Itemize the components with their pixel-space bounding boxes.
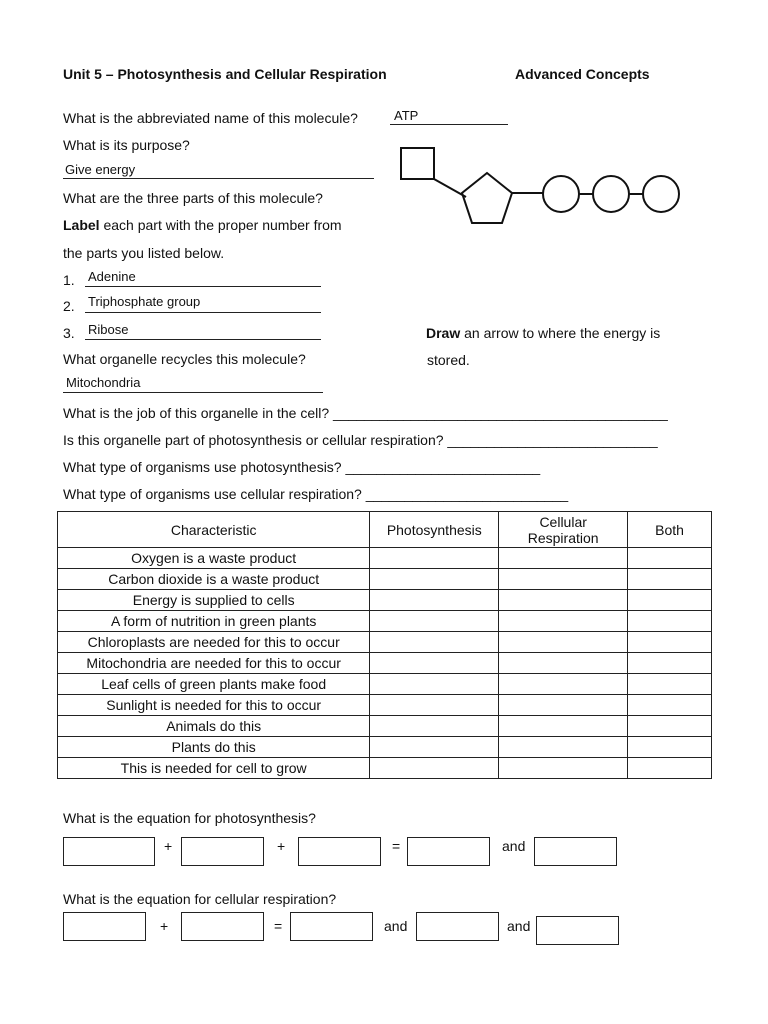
both-check-cell[interactable]: [628, 758, 712, 779]
characteristic-cell: Chloroplasts are needed for this to occur: [58, 632, 370, 653]
photosynthesis-check-cell[interactable]: [370, 695, 499, 716]
respiration-check-cell[interactable]: [499, 569, 628, 590]
bond-line: [434, 179, 466, 197]
characteristic-cell: Sunlight is needed for this to occur: [58, 695, 370, 716]
photosynthesis-check-cell[interactable]: [370, 569, 499, 590]
equals-sign: =: [392, 838, 401, 854]
table-row: [58, 548, 712, 569]
photo-equation-box-5[interactable]: [534, 837, 617, 866]
respiration-check-cell[interactable]: [499, 674, 628, 695]
photo-equation-box-2[interactable]: [181, 837, 264, 866]
characteristic-cell: Plants do this: [58, 737, 370, 758]
question-photosynthesis-equation: What is the equation for photosynthesis?: [63, 810, 316, 826]
and-word: and: [507, 918, 531, 934]
header-photosynthesis: Photosynthesis: [370, 512, 499, 548]
and-word: and: [384, 918, 408, 934]
resp-equation-box-3[interactable]: [290, 912, 373, 941]
part-answer-3[interactable]: Ribose: [88, 322, 129, 337]
part-number-3: 3.: [63, 325, 75, 341]
photo-equation-box-3[interactable]: [298, 837, 381, 866]
phosphate-circle-1: [543, 176, 579, 212]
both-check-cell[interactable]: [628, 674, 712, 695]
photosynthesis-check-cell[interactable]: [370, 737, 499, 758]
respiration-check-cell[interactable]: [499, 716, 628, 737]
part-number-2: 2.: [63, 298, 75, 314]
respiration-check-cell[interactable]: [499, 695, 628, 716]
respiration-check-cell[interactable]: [499, 632, 628, 653]
characteristic-cell: Oxygen is a waste product: [58, 548, 370, 569]
photosynthesis-check-cell[interactable]: [370, 632, 499, 653]
table-row: [58, 695, 712, 716]
page-title: Unit 5 – Photosynthesis and Cellular Respiration: [63, 66, 387, 82]
photosynthesis-check-cell[interactable]: [370, 653, 499, 674]
draw-instruction: Draw an arrow to where the energy is: [426, 325, 661, 341]
characteristic-cell: Carbon dioxide is a waste product: [58, 569, 370, 590]
header-characteristic: Characteristic: [58, 512, 370, 548]
question-part-of: Is this organelle part of photosynthesis or cellular respiration? ___________________________: [63, 432, 658, 448]
table-row: [58, 569, 712, 590]
plus-sign: +: [164, 838, 173, 854]
respiration-check-cell[interactable]: [499, 611, 628, 632]
adenine-square-shape: [401, 148, 434, 179]
characteristic-cell: A form of nutrition in green plants: [58, 611, 370, 632]
both-check-cell[interactable]: [628, 590, 712, 611]
table-row: [58, 590, 712, 611]
plus-sign: +: [277, 838, 286, 854]
question-organelle-job: What is the job of this organelle in the cell? ___________________________________________: [63, 405, 668, 421]
header-cellular-respiration: Cellular Respiration: [499, 512, 628, 548]
photosynthesis-check-cell[interactable]: [370, 758, 499, 779]
both-check-cell[interactable]: [628, 653, 712, 674]
table-row: [58, 737, 712, 758]
phosphate-circle-3: [643, 176, 679, 212]
answer-abbreviated-name[interactable]: ATP: [394, 108, 419, 123]
photosynthesis-check-cell[interactable]: [370, 590, 499, 611]
plus-sign: +: [160, 918, 169, 934]
part-number-1: 1.: [63, 272, 75, 288]
respiration-check-cell[interactable]: [499, 737, 628, 758]
photosynthesis-check-cell[interactable]: [370, 611, 499, 632]
question-abbreviated-name: What is the abbreviated name of this molecule?: [63, 110, 358, 126]
table-row: [58, 674, 712, 695]
respiration-check-cell[interactable]: [499, 590, 628, 611]
table-row: [58, 611, 712, 632]
respiration-check-cell[interactable]: [499, 758, 628, 779]
table-row: [58, 716, 712, 737]
table-header-row: [58, 512, 712, 548]
photosynthesis-check-cell[interactable]: [370, 674, 499, 695]
resp-equation-box-2[interactable]: [181, 912, 264, 941]
part-answer-1[interactable]: Adenine: [88, 269, 136, 284]
characteristics-table: [57, 511, 712, 779]
question-three-parts: What are the three parts of this molecule?: [63, 190, 323, 206]
both-check-cell[interactable]: [628, 548, 712, 569]
ribose-pentagon-shape: [462, 173, 512, 223]
question-organelle: What organelle recycles this molecule?: [63, 351, 306, 367]
characteristic-cell: Energy is supplied to cells: [58, 590, 370, 611]
and-word: and: [502, 838, 526, 854]
draw-instruction-line2: stored.: [427, 352, 470, 368]
question-purpose: What is its purpose?: [63, 137, 190, 153]
photo-equation-box-4[interactable]: [407, 837, 490, 866]
resp-equation-box-4[interactable]: [416, 912, 499, 941]
table-row: [58, 758, 712, 779]
label-instruction: Label each part with the proper number from: [63, 217, 342, 233]
part-answer-2[interactable]: Triphosphate group: [88, 294, 201, 309]
equals-sign: =: [274, 918, 283, 934]
characteristic-cell: Mitochondria are needed for this to occur: [58, 653, 370, 674]
answer-organelle[interactable]: Mitochondria: [66, 375, 141, 390]
answer-purpose[interactable]: Give energy: [65, 162, 136, 177]
question-respiration-organisms: What type of organisms use cellular respiration? __________________________: [63, 486, 569, 502]
resp-equation-box-1[interactable]: [63, 912, 146, 941]
respiration-check-cell[interactable]: [499, 653, 628, 674]
both-check-cell[interactable]: [628, 569, 712, 590]
resp-equation-box-5[interactable]: [536, 916, 619, 945]
question-photosynthesis-organisms: What type of organisms use photosynthesis? _________________________: [63, 459, 541, 475]
table-row: [58, 653, 712, 674]
both-check-cell[interactable]: [628, 737, 712, 758]
phosphate-circle-2: [593, 176, 629, 212]
header-both: Both: [628, 512, 712, 548]
photosynthesis-check-cell[interactable]: [370, 548, 499, 569]
both-check-cell[interactable]: [628, 611, 712, 632]
characteristic-cell: Leaf cells of green plants make food: [58, 674, 370, 695]
page-subtitle: Advanced Concepts: [515, 66, 650, 82]
characteristic-cell: Animals do this: [58, 716, 370, 737]
photo-equation-box-1[interactable]: [63, 837, 155, 866]
characteristic-cell: This is needed for cell to grow: [58, 758, 370, 779]
both-check-cell[interactable]: [628, 632, 712, 653]
respiration-check-cell[interactable]: [499, 548, 628, 569]
both-check-cell[interactable]: [628, 695, 712, 716]
label-instruction-line2: the parts you listed below.: [63, 245, 225, 261]
both-check-cell[interactable]: [628, 716, 712, 737]
table-row: [58, 632, 712, 653]
photosynthesis-check-cell[interactable]: [370, 716, 499, 737]
question-respiration-equation: What is the equation for cellular respiration?: [63, 891, 337, 907]
